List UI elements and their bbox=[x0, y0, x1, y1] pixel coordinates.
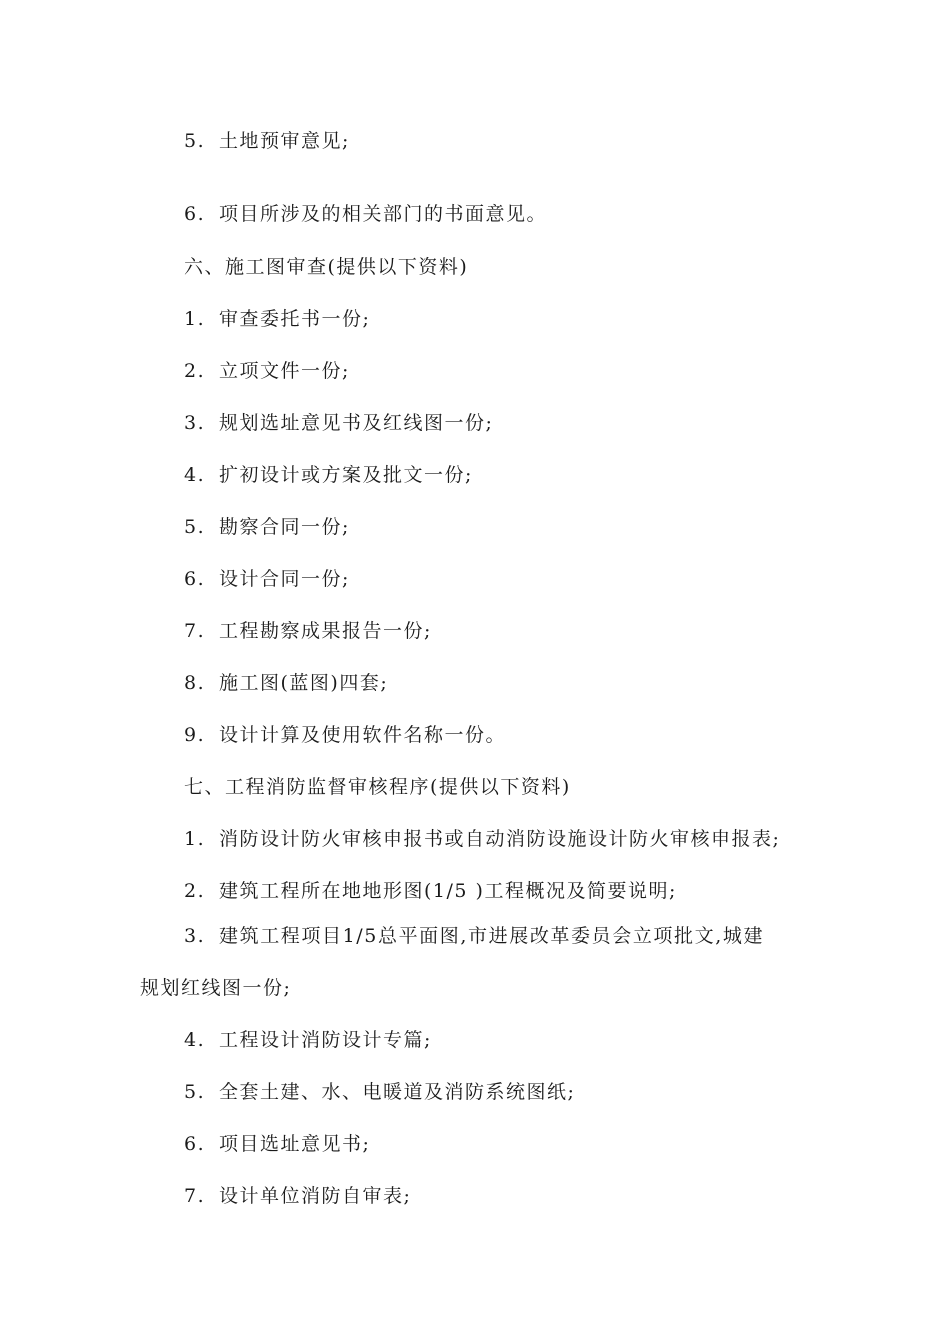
item-text: 项目所涉及的相关部门的书面意见。 bbox=[219, 203, 548, 225]
item-number: 5. bbox=[184, 130, 206, 152]
item-number: 1. bbox=[184, 308, 206, 330]
item-number: 2. bbox=[184, 880, 206, 902]
item-text: 设计合同一份; bbox=[219, 568, 350, 590]
item-text: 消防设计防火审核申报书或自动消防设施设计防火审核申报表; bbox=[219, 828, 781, 850]
item-text: 设计单位消防自审表; bbox=[219, 1185, 412, 1207]
item-number: 1. bbox=[184, 828, 206, 850]
item-number: 7. bbox=[184, 620, 206, 642]
item-number: 3. bbox=[184, 925, 206, 947]
item-text: 规划选址意见书及红线图一份; bbox=[219, 412, 494, 434]
item-number: 5. bbox=[184, 516, 206, 538]
item-text: 全套土建、水、电暖道及消防系统图纸; bbox=[219, 1081, 576, 1103]
item-number: 9. bbox=[184, 724, 206, 746]
item-number: 4. bbox=[184, 1029, 206, 1051]
item-text: 勘察合同一份; bbox=[219, 516, 350, 538]
item-text: 设计计算及使用软件名称一份。 bbox=[219, 724, 507, 746]
item-number: 6. bbox=[184, 568, 206, 590]
item-text: 工程设计消防设计专篇; bbox=[219, 1029, 432, 1051]
item-text: 审查委托书一份; bbox=[219, 308, 371, 330]
item-text: 土地预审意见; bbox=[219, 130, 350, 152]
item-text: 建筑工程项目1/5总平面图,市进展改革委员会立项批文,城建 bbox=[219, 925, 765, 947]
item-text-continuation: 规划红线图一份; bbox=[140, 977, 292, 999]
item-number: 2. bbox=[184, 360, 206, 382]
item-text: 扩初设计或方案及批文一份; bbox=[219, 464, 473, 486]
item-number: 7. bbox=[184, 1185, 206, 1207]
item-number: 6. bbox=[184, 203, 206, 225]
item-number: 8. bbox=[184, 672, 206, 694]
item-number: 3. bbox=[184, 412, 206, 434]
item-number: 5. bbox=[184, 1081, 206, 1103]
item-number: 6. bbox=[184, 1133, 206, 1155]
item-text: 立项文件一份; bbox=[219, 360, 350, 382]
item-text: 工程勘察成果报告一份; bbox=[219, 620, 432, 642]
item-number: 4. bbox=[184, 464, 206, 486]
document-page: 5. 土地预审意见; 6. 项目所涉及的相关部门的书面意见。 六、施工图审查(提供以下资料) 1. 审查委托书一份; 2. 立项文件一份; 3. 规划选址意见书及红线图一份; 4. 扩初设计或方案及批文一份; 5. 勘察合同一份; 6. 设计合同一份; 7. 工程勘察成果报告一份; 8. 施工图(蓝图)四套; 9. 设计计算及使用软件名称一份。 七、工程消防监督审核程序(提供以下资料) 1. 消防设计防火审核申报书或自动消防设施设计防火审核申报表; 2. 建筑工程所在地地形图(1/5 )工程概况及简要说明; 3. 建筑工程项目1/5总平面图,市进展改革委员会立项批文,城建 规划红线图一份; 4. 工程设计消防设计专篇; 5. 全套土建、水、电暖道及消防系统图纸; 6. 项目选址意见书; 7. 设计单位消防自审表; bbox=[0, 0, 950, 1344]
item-text: 项目选址意见书; bbox=[219, 1133, 371, 1155]
item-text: 建筑工程所在地地形图(1/5 )工程概况及简要说明; bbox=[219, 880, 677, 902]
item-text: 施工图(蓝图)四套; bbox=[219, 672, 389, 694]
